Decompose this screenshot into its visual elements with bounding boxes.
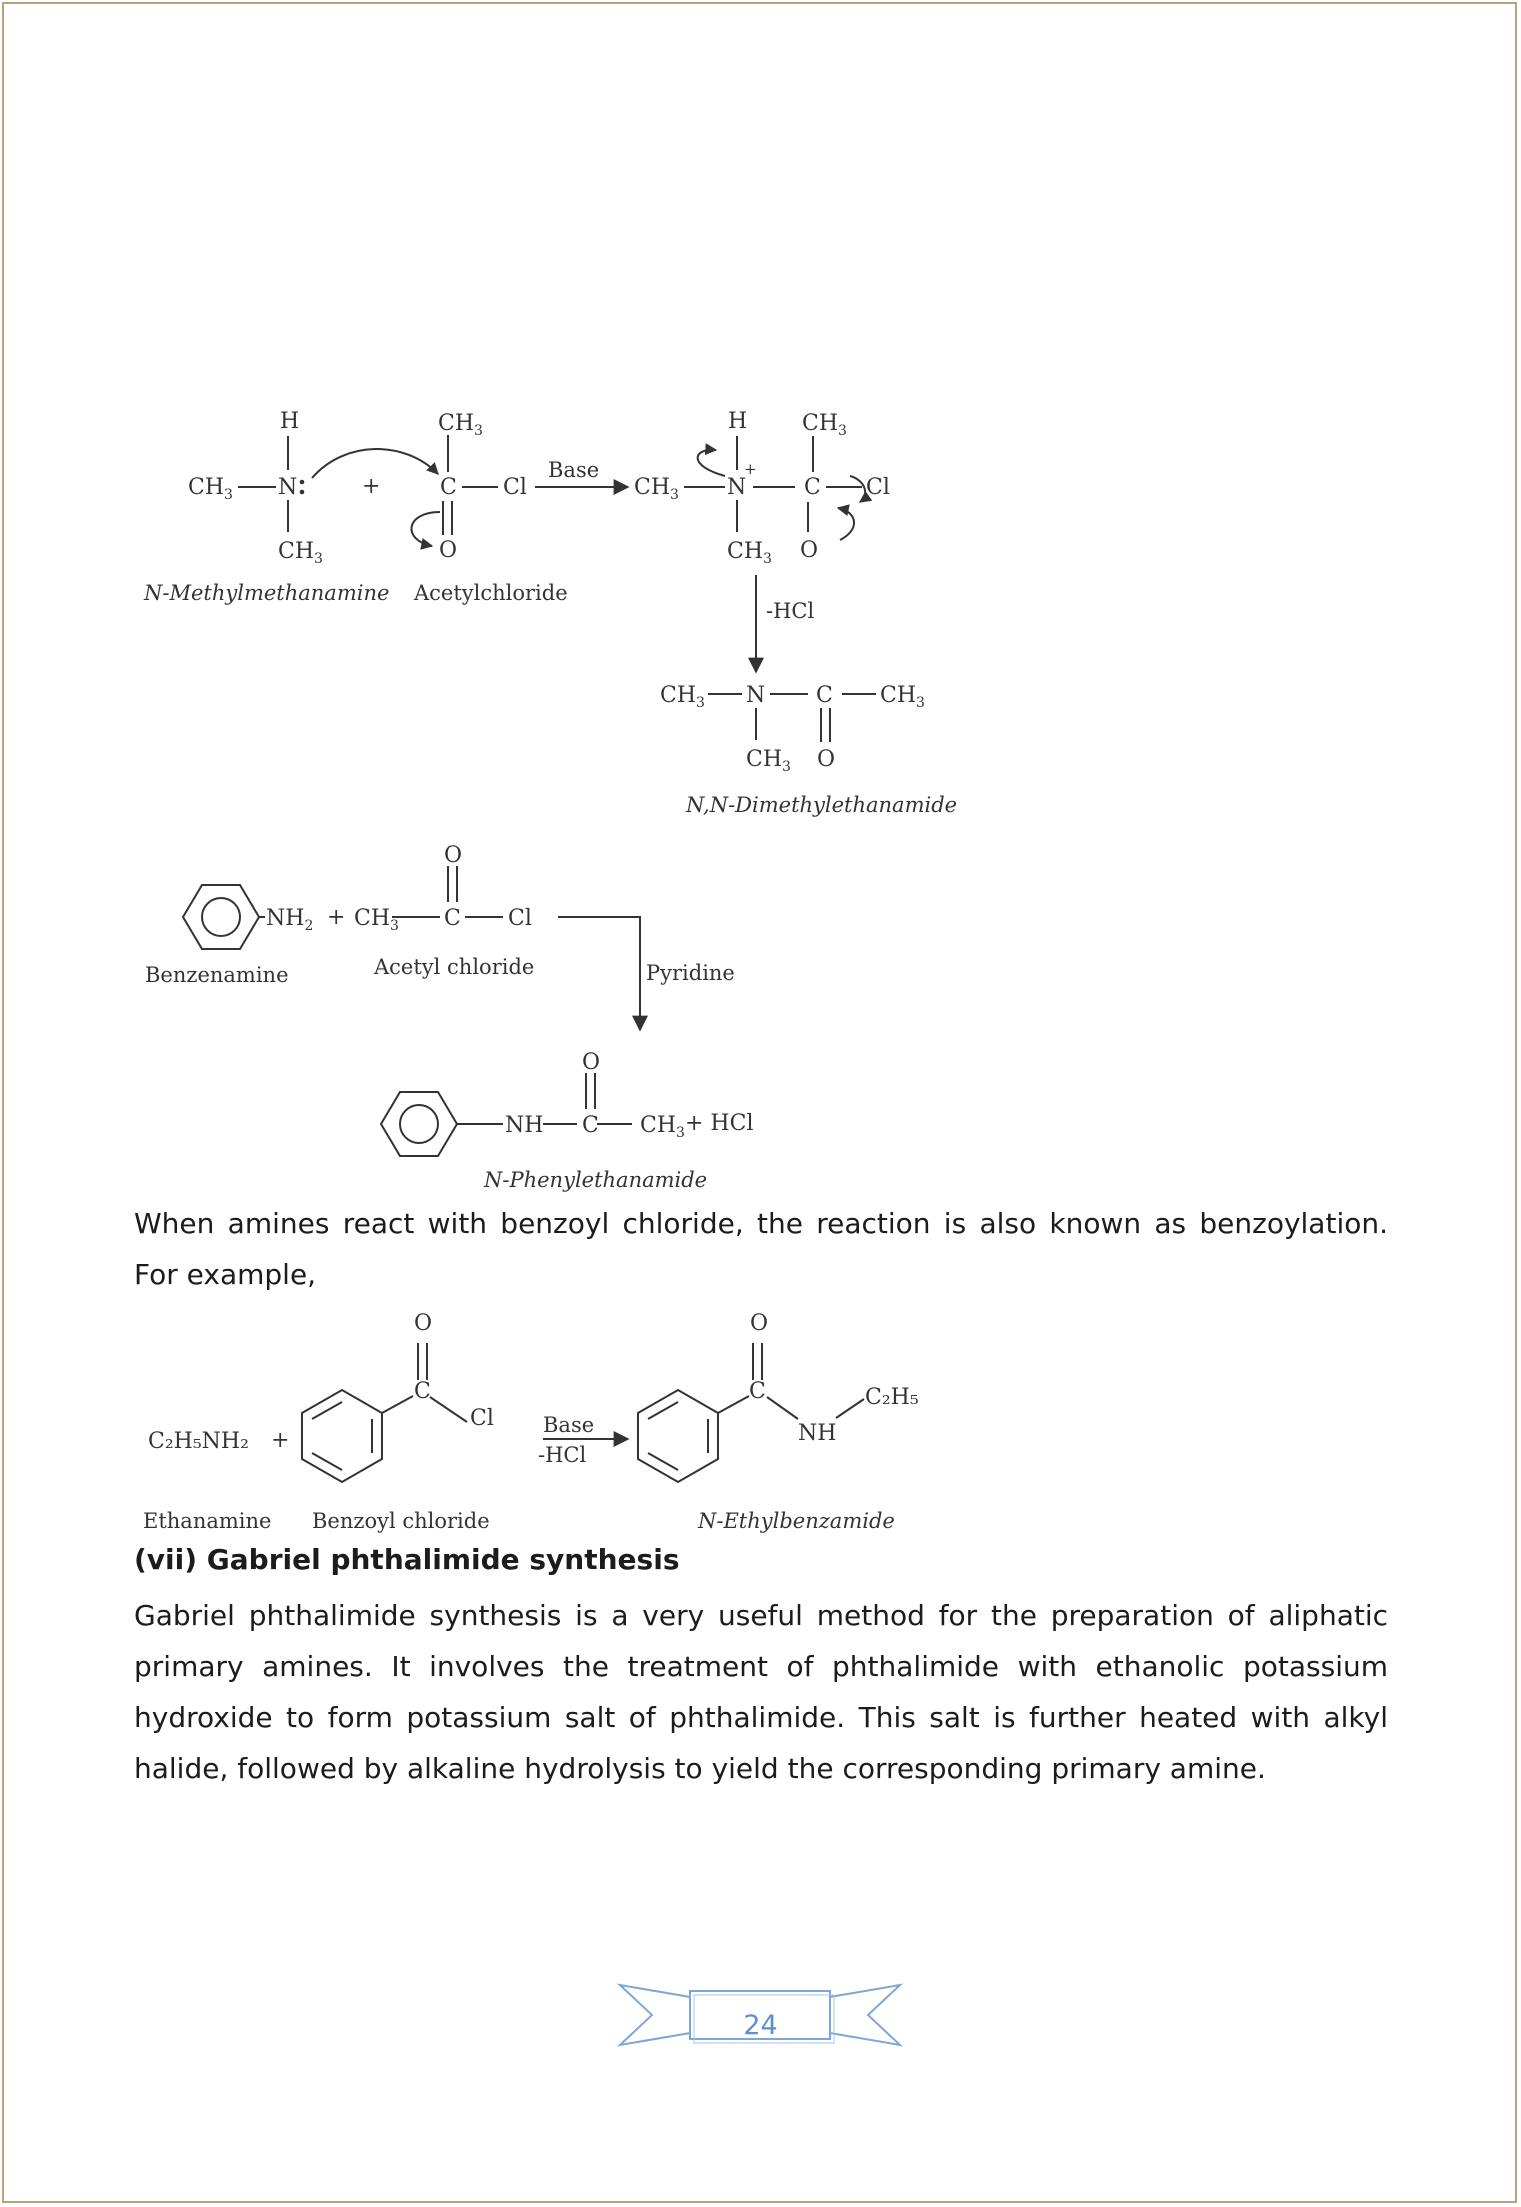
int-h: H	[728, 409, 748, 434]
p3-nh: NH	[798, 1421, 837, 1446]
p3-name: N-Ethylbenzamide	[698, 1509, 895, 1533]
paragraph-gabriel: Gabriel phthalimide synthesis is a very useful method for the preparation of aliphatic primary amines. It involves the treatment of phthalimide with ethanolic potassium hydroxide to form potassium salt of phthalimide. This salt is further heated with alkyl halide, followed by alkaline hydrolysis to yield the corresponding primary amine.	[134, 1599, 1388, 1785]
p1-ch3-left: $CH_3$	[660, 683, 705, 711]
r2-c: C	[440, 475, 457, 500]
p3-ethyl: C₂H₅	[865, 1385, 919, 1410]
r1-name: N-Methylmethanamine	[144, 581, 390, 605]
p2-hcl: + HCl	[685, 1111, 754, 1136]
hcl-condition: -HCl	[538, 1443, 587, 1467]
r2-cl: Cl	[503, 475, 527, 500]
int-n: N	[727, 475, 747, 500]
r4-o: O	[444, 843, 463, 868]
p1-ch3-bottom: $CH_3$	[746, 747, 791, 775]
r6-o: O	[414, 1311, 433, 1336]
r1-n: N	[278, 475, 298, 500]
p2-ch3: $CH_3$	[640, 1113, 685, 1141]
r5-formula: C₂H₅NH₂	[148, 1429, 249, 1454]
base-condition-2: Base	[543, 1413, 595, 1437]
r2-name: Acetylchloride	[414, 581, 568, 605]
reaction-2-scheme	[0, 830, 1521, 1200]
plus-2: +	[327, 905, 346, 930]
r1-ch3-left: $CH_3$	[188, 475, 233, 503]
int-c: C	[804, 475, 821, 500]
r6-name: Benzoyl chloride	[312, 1509, 490, 1533]
p2-c: C	[582, 1113, 599, 1138]
plus-3: +	[271, 1428, 290, 1453]
pyridine-condition: Pyridine	[646, 961, 735, 985]
r3-nh2: $NH_2$	[266, 906, 314, 934]
p3-c: C	[749, 1379, 766, 1404]
r3-name: Benzenamine	[145, 963, 289, 987]
reaction-1-scheme	[0, 0, 1521, 840]
page-number: 24	[743, 2010, 778, 2041]
section-heading: (vii) Gabriel phthalimide synthesis	[134, 1543, 680, 1576]
r6-cl: Cl	[470, 1406, 494, 1431]
int-ch3-bottom: $CH_3$	[727, 539, 772, 567]
int-charge: +	[744, 460, 757, 478]
r4-name: Acetyl chloride	[374, 955, 535, 979]
int-ch3-left: $CH_3$	[634, 475, 679, 503]
r6-c: C	[414, 1379, 431, 1404]
r1-ch3-bottom: $CH_3$	[278, 539, 323, 567]
int-ch3-top: $CH_3$	[802, 411, 847, 439]
r2-o: O	[439, 538, 458, 563]
r4-cl: Cl	[508, 906, 532, 931]
p1-c: C	[816, 683, 833, 708]
p3-o: O	[750, 1311, 769, 1336]
p1-n: N	[746, 683, 766, 708]
p1-name: N,N-Dimethylethanamide	[686, 793, 958, 817]
reaction-3-scheme	[0, 1300, 1521, 1540]
r1-h: H	[280, 409, 300, 434]
p1-o: O	[817, 747, 836, 772]
elimination-label: -HCl	[766, 599, 815, 623]
r5-name: Ethanamine	[143, 1509, 272, 1533]
r4-c: C	[444, 906, 461, 931]
p2-name: N-Phenylethanamide	[484, 1168, 708, 1192]
r4-ch3: $CH_3$	[354, 906, 399, 934]
paragraph-benzoylation: When amines react with benzoyl chloride, the reaction is also known as benzoylation. For example,	[134, 1207, 1388, 1291]
int-o: O	[800, 538, 819, 563]
plus-1: +	[362, 474, 381, 499]
p1-ch3-right: $CH_3$	[880, 683, 925, 711]
base-condition: Base	[548, 458, 600, 482]
p2-o: O	[582, 1050, 601, 1075]
r2-ch3-top: $CH_3$	[438, 411, 483, 439]
p2-nh: NH	[505, 1113, 544, 1138]
int-cl: Cl	[866, 475, 890, 500]
